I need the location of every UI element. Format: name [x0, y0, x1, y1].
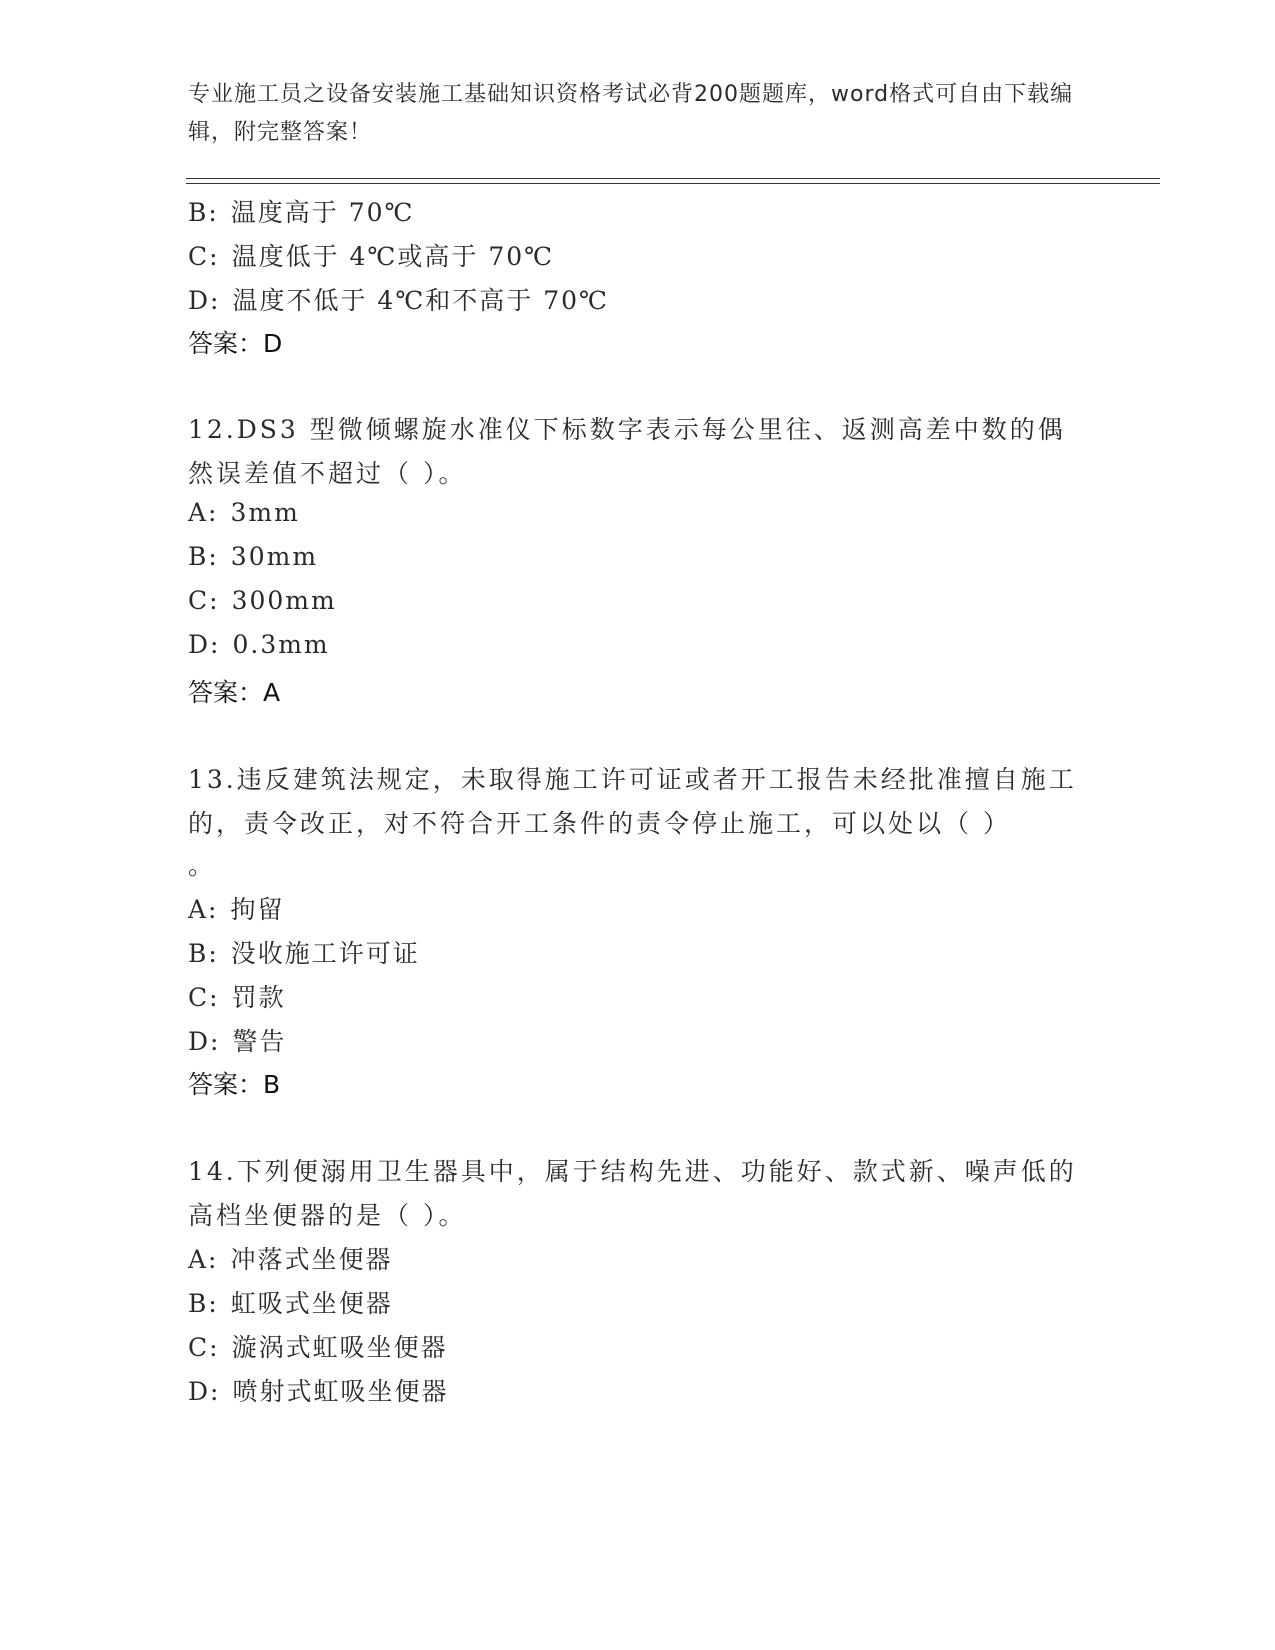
option-a: A: 冲落式坐便器	[188, 1245, 393, 1274]
option-b: B: 温度高于 70℃	[188, 198, 415, 227]
option-c: C: 300mm	[188, 586, 337, 615]
option-a: A: 拘留	[188, 895, 285, 924]
option-d: D: 温度不低于 4℃和不高于 70℃	[188, 286, 610, 315]
header-divider-bottom	[186, 183, 1160, 184]
question-13-stem: 13.违反建筑法规定，未取得施工许可证或者开工报告未经批准擅自施工的，责令改正，对不符合开工条件的责令停止施工，可以处以（ ）	[188, 765, 1077, 838]
option-b: B: 虹吸式坐便器	[188, 1289, 393, 1318]
header-divider-top	[186, 178, 1160, 179]
option-c: C: 漩涡式虹吸坐便器	[188, 1333, 448, 1362]
option-a: A: 3mm	[188, 498, 300, 527]
question-14-stem: 14.下列便溺用卫生器具中，属于结构先进、功能好、款式新、噪声低的高档坐便器的是（ ）。	[188, 1157, 1077, 1230]
question-12-stem: 12.DS3 型微倾螺旋水准仪下标数字表示每公里往、返测高差中数的偶然误差值不超过（ ）。	[188, 415, 1066, 488]
option-b: B: 30mm	[188, 542, 319, 571]
answer-q13: 答案：B	[188, 1070, 281, 1099]
answer-q11: 答案：D	[188, 329, 283, 358]
answer-q12: 答案：A	[188, 678, 281, 707]
option-b: B: 没收施工许可证	[188, 939, 420, 968]
document-header: 专业施工员之设备安装施工基础知识资格考试必背200题题库，word格式可自由下载编辑，附完整答案！	[188, 82, 1074, 145]
option-c: C: 罚款	[188, 983, 286, 1012]
option-c: C: 温度低于 4℃或高于 70℃	[188, 242, 555, 271]
option-d: D: 喷射式虹吸坐便器	[188, 1377, 449, 1406]
option-d: D: 0.3mm	[188, 630, 330, 659]
option-d: D: 警告	[188, 1027, 287, 1056]
question-13-stem-tail: 。	[188, 851, 216, 880]
